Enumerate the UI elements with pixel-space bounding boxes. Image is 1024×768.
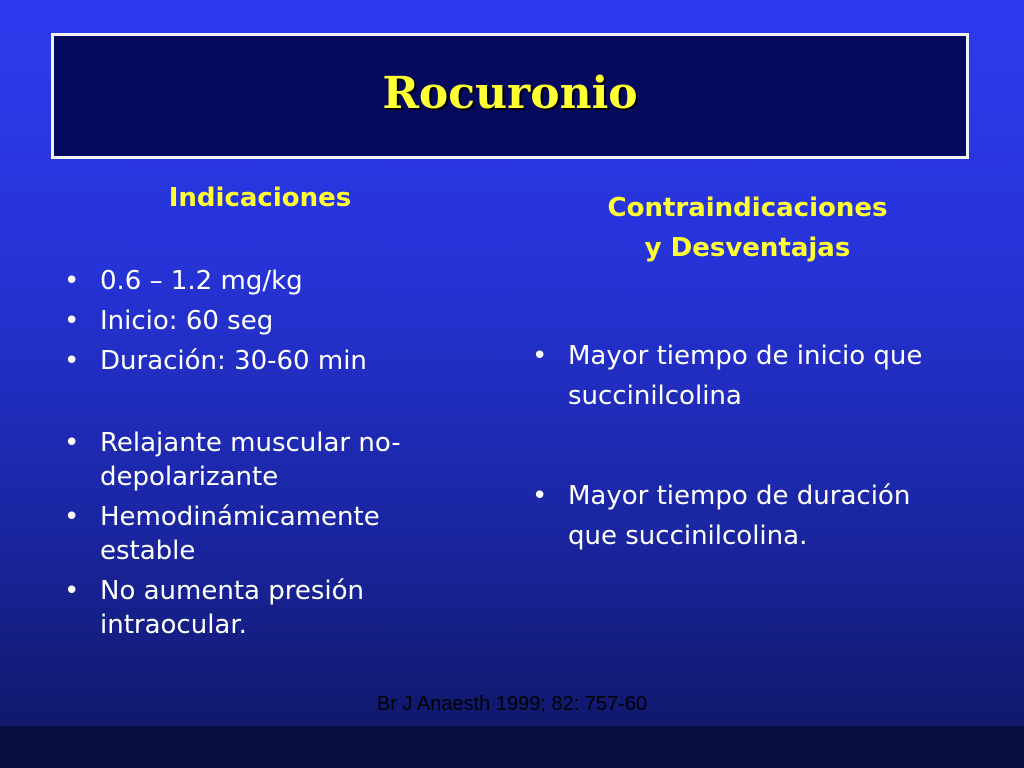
list-item-text: Relajante muscular no-depolarizante [100,428,401,492]
contraindications-heading-line2: y Desventajas [644,233,851,263]
bullet-icon: • [64,346,80,376]
list-item [60,264,480,298]
list-item-text: 0.6 – 1.2 mg/kg [100,266,303,296]
list-item-text: Mayor tiempo de duración que succinilcolina. [568,481,911,551]
bullet-icon: • [64,576,80,606]
bullet-icon: • [64,266,80,296]
list-item [60,304,480,338]
list-item [528,336,948,416]
bullet-icon: • [64,306,80,336]
bullet-icon: • [64,502,80,532]
list-item [60,426,480,494]
slide-title: Rocuronio [382,68,638,119]
list-item-text: Duración: 30-60 min [100,346,367,376]
list-item [60,344,480,378]
contraindications-list-duration [528,476,948,556]
contraindications-list-onset [528,336,948,416]
bottom-band [0,726,1024,768]
indications-list-properties [60,426,480,648]
list-item-text: Hemodinámicamente estable [100,502,380,566]
contraindications-heading [545,188,950,268]
bullet-icon: • [532,481,548,511]
list-item [528,476,948,556]
bullet-icon: • [532,341,548,371]
contraindications-heading-line1: Contraindicaciones [607,193,888,223]
list-item-text: No aumenta presión intraocular. [100,576,364,640]
title-box [51,33,969,159]
list-item-text: Inicio: 60 seg [100,306,274,336]
indications-list-dosing [60,264,480,384]
citation: Br J Anaesth 1999; 82: 757-60 [376,693,648,715]
list-item-text: Mayor tiempo de inicio que succinilcolina [568,341,923,411]
bullet-icon: • [64,428,80,458]
indications-heading: Indicaciones [168,183,352,213]
list-item [60,500,480,568]
list-item [60,574,480,642]
